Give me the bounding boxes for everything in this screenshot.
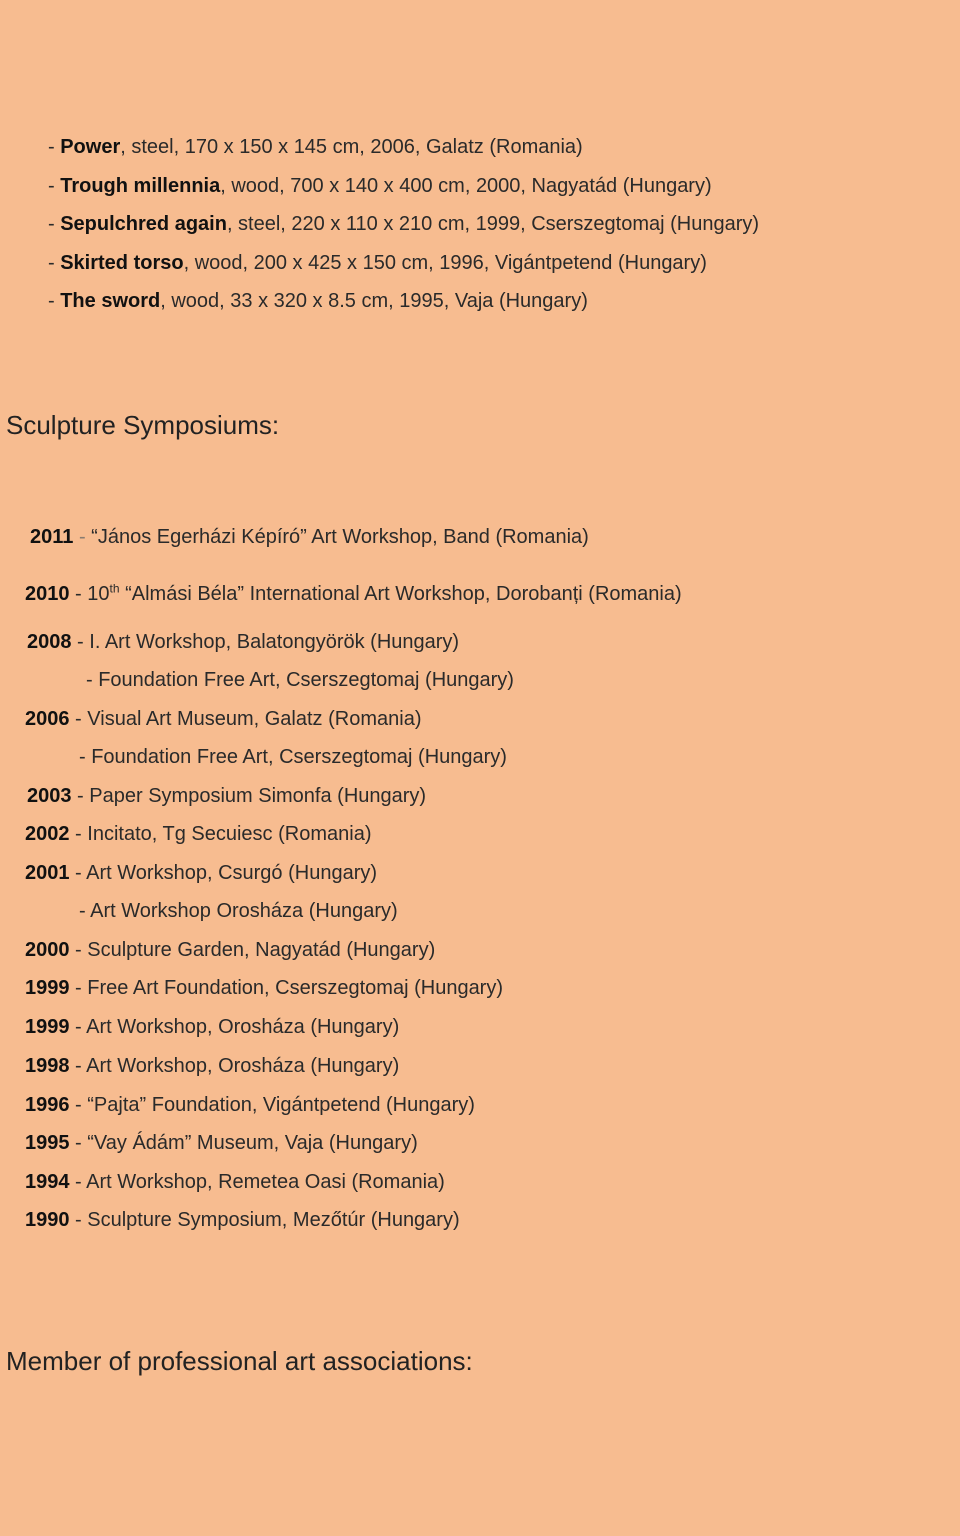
entry-text: - Art Workshop, Orosháza (Hungary) xyxy=(69,1016,400,1038)
symposium-continuation: - Foundation Free Art, Cserszegtomaj (Hungary) xyxy=(86,669,514,691)
work-item: - Power, steel, 170 x 150 x 145 cm, 2006, Galatz (Romania) xyxy=(48,136,583,158)
entry-year: 1996 xyxy=(25,1094,70,1116)
entry-year: 1994 xyxy=(25,1171,70,1193)
entry-text: - Art Workshop, Remetea Oasi (Romania) xyxy=(69,1171,445,1193)
entry-text: - “Pajta” Foundation, Vigántpetend (Hungary) xyxy=(69,1094,475,1116)
entry-text: “Almási Béla” International Art Workshop, Dorobanți (Romania) xyxy=(119,583,682,605)
work-item: - The sword, wood, 33 x 320 x 8.5 cm, 1995, Vaja (Hungary) xyxy=(48,290,588,313)
symposium-entry-1990 xyxy=(25,1209,460,1232)
entry-text: - Sculpture Garden, Nagyatád (Hungary) xyxy=(69,939,436,961)
entry-text: - Visual Art Museum, Galatz (Romania) xyxy=(69,708,422,730)
ordinal-suffix: th xyxy=(109,581,120,596)
symposium-entry-2002 xyxy=(25,823,371,846)
work-details: , steel, 220 x 110 x 210 cm, 1999, Cserszegtomaj (Hungary) xyxy=(226,213,760,236)
work-details: , wood, 700 x 140 x 400 cm, 2000, Nagyatád (Hungary) xyxy=(220,174,712,197)
symposium-entry-2010: 2010 - 10th “Almási Béla” International Art Workshop, Dorobanți (Romania) xyxy=(25,581,682,605)
entry-text: - Sculpture Symposium, Mezőtúr (Hungary) xyxy=(69,1209,460,1231)
symposium-continuation: - Foundation Free Art, Cserszegtomaj (Hungary) xyxy=(79,746,507,768)
symposium-entry-1998 xyxy=(25,1055,399,1078)
work-item: - Trough millennia, wood, 700 x 140 x 400 cm, 2000, Nagyatád (Hungary) xyxy=(48,174,712,197)
entry-text: “János Egerházi Képíró” Art Workshop, Band (Romania) xyxy=(91,526,589,548)
entry-text: - “Vay Ádám” Museum, Vaja (Hungary) xyxy=(69,1132,418,1154)
entry-year: 1999 xyxy=(25,977,70,999)
work-details: , wood, 200 x 425 x 150 cm, 1996, Vigántpetend (Hungary) xyxy=(183,251,707,274)
work-title: Skirted torso xyxy=(60,251,184,274)
entry-text: - Art Workshop, Orosháza (Hungary) xyxy=(69,1055,400,1077)
entry-year: 1998 xyxy=(25,1055,70,1077)
work-title: Sepulchred again xyxy=(60,213,227,236)
symposium-entry-2003 xyxy=(27,785,426,808)
entry-year: 2010 xyxy=(25,583,70,605)
entry-text: - I. Art Workshop, Balatongyörök (Hungary) xyxy=(71,631,460,653)
work-details: , wood, 33 x 320 x 8.5 cm, 1995, Vaja (Hungary) xyxy=(160,290,588,313)
symposiums-heading: Sculpture Symposiums: xyxy=(6,410,280,440)
works-list xyxy=(48,128,759,321)
work-details: , steel, 170 x 150 x 145 cm, 2006, Galatz (Romania) xyxy=(120,136,583,158)
entry-year: 2001 xyxy=(25,862,70,884)
symposium-entry-2006 xyxy=(25,708,421,731)
entry-text: - Art Workshop, Csurgó (Hungary) xyxy=(69,862,378,884)
entry-year: 1999 xyxy=(25,1016,70,1038)
entry-year: 1995 xyxy=(25,1132,70,1154)
symposium-entry-2001 xyxy=(25,862,377,885)
entry-year: 2006 xyxy=(25,708,70,730)
entry-year: 2000 xyxy=(25,939,70,961)
symposium-continuation: - Art Workshop Orosháza (Hungary) xyxy=(79,900,398,922)
work-title: Power xyxy=(60,136,121,158)
symposium-entry-2008 xyxy=(27,631,459,654)
work-item: - Skirted torso, wood, 200 x 425 x 150 cm, 1996, Vigántpetend (Hungary) xyxy=(48,251,707,274)
entry-year: 2002 xyxy=(25,823,70,845)
work-item: - Sepulchred again, steel, 220 x 110 x 210 cm, 1999, Cserszegtomaj (Hungary) xyxy=(48,213,760,236)
symposium-entry-1994 xyxy=(25,1171,445,1194)
entry-year: 2003 xyxy=(27,785,72,807)
symposium-entry-1996 xyxy=(25,1094,475,1117)
associations-heading: Member of professional art associations: xyxy=(6,1346,473,1376)
symposium-entry-1999 xyxy=(25,1016,399,1039)
symposium-entry-2000 xyxy=(25,939,435,962)
symposium-entry-1999 xyxy=(25,977,503,1000)
work-title: The sword xyxy=(60,290,161,313)
entry-year: 1990 xyxy=(25,1209,70,1231)
entry-year: 2011 xyxy=(30,526,74,548)
entry-text: - Incitato, Tg Secuiesc (Romania) xyxy=(69,823,372,845)
symposium-entry-1995 xyxy=(25,1132,418,1155)
entry-year: 2008 xyxy=(27,631,72,653)
entry-text: - Free Art Foundation, Cserszegtomaj (Hungary) xyxy=(69,977,504,999)
entry-text: - Paper Symposium Simonfa (Hungary) xyxy=(71,785,427,807)
work-title: Trough millennia xyxy=(60,174,221,197)
symposium-entry-2011: 2011 - “János Egerházi Képíró” Art Workshop, Band (Romania) xyxy=(30,526,589,548)
